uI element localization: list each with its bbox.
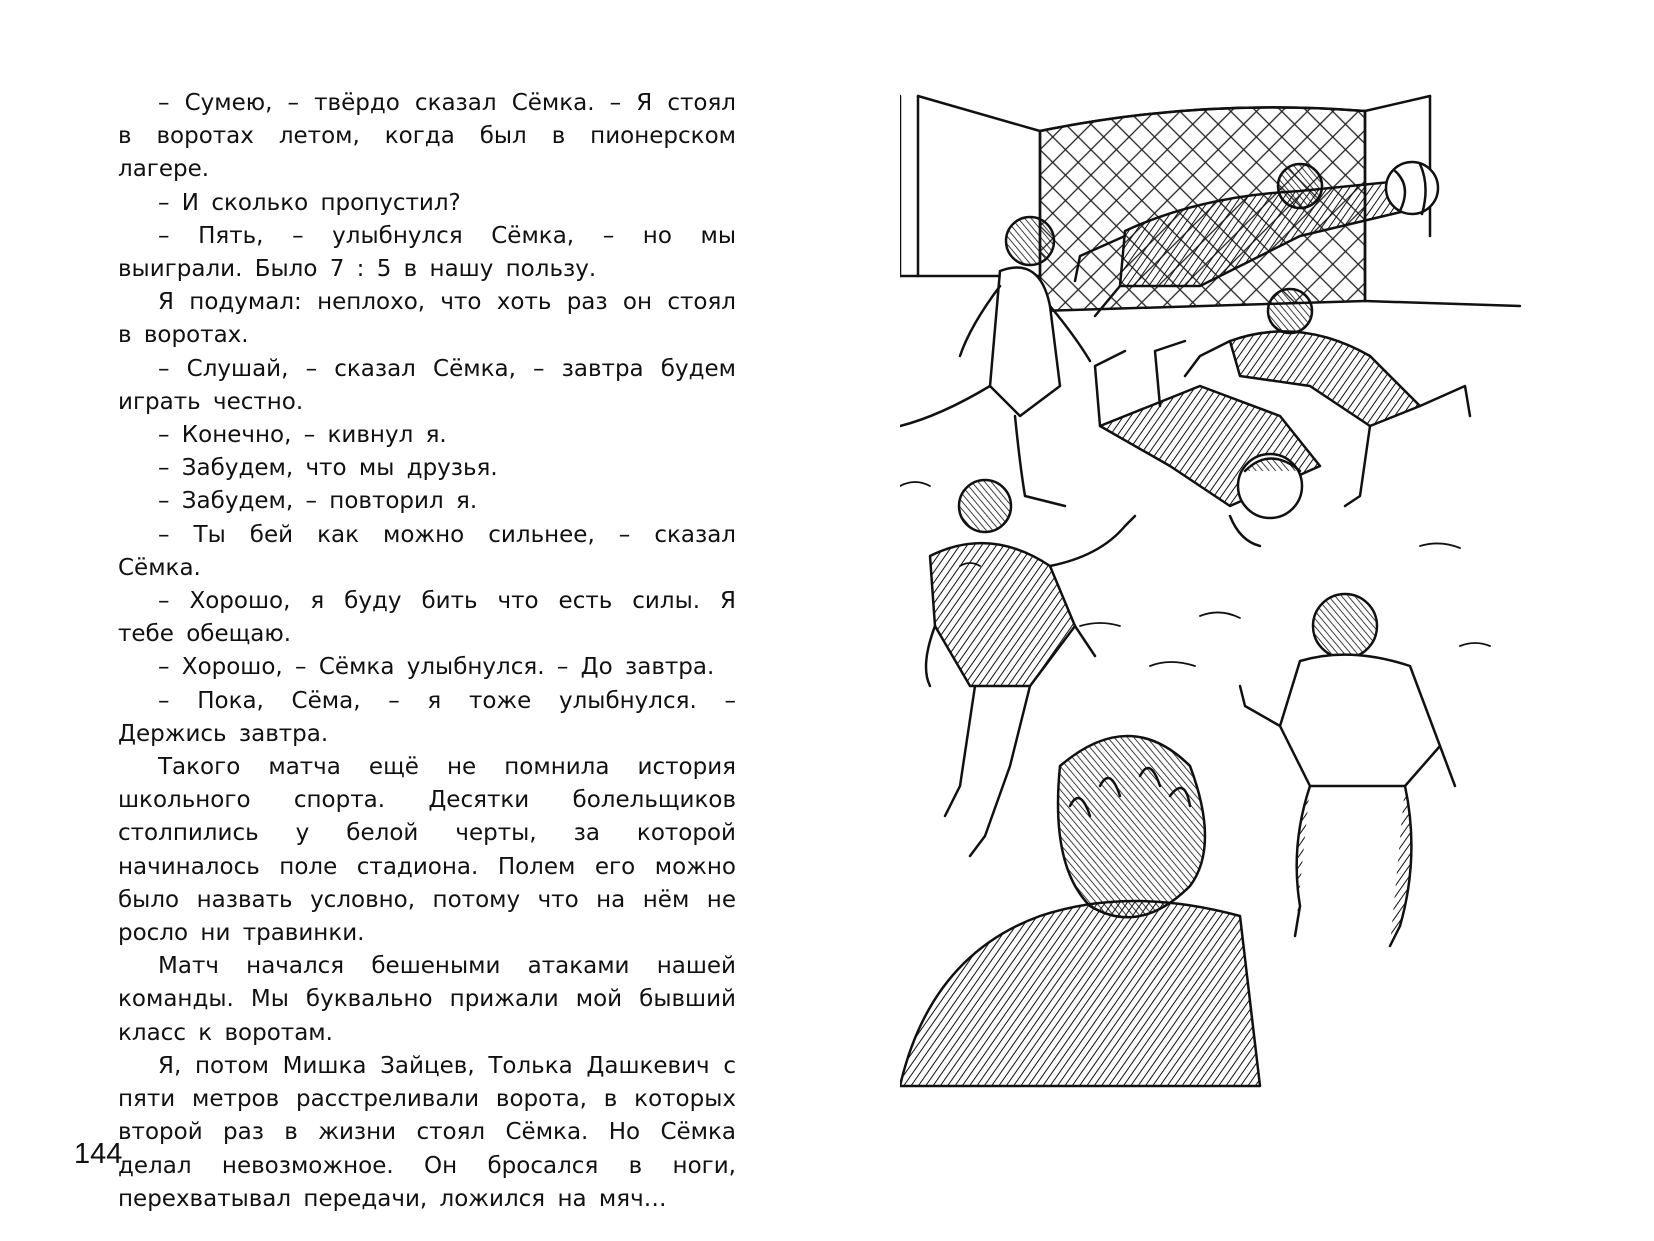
paragraph: Такого матча ещё не помнила история школьного спорта. Десятки болельщиков столпились у белой черты, за которой начиналось поле стадиона. Полем его можно было назвать условно, потому что на нём не росло ни травинки. (118, 754, 736, 947)
paragraph: Я подумал: неплохо, что хоть раз он стоял в воротах. (118, 289, 736, 349)
paragraph: – Ты бей как можно сильнее, – сказал Сёмка. (118, 521, 736, 581)
book-text (118, 87, 736, 1216)
paragraph: – Сумею, – твёрдо сказал Сёмка. – Я стоял в воротах летом, когда был в пионерском лагере. (118, 90, 736, 183)
player-running-back-figure (1240, 594, 1455, 946)
page-number: 144 (74, 1138, 123, 1170)
spectator-head-figure (900, 736, 1260, 1086)
paragraph: Матч начался бешеными атаками нашей команды. Мы буквально прижали мой бывший класс к воротам. (118, 953, 736, 1046)
paragraph: – Забудем, что мы друзья. (158, 455, 498, 482)
paragraph: – Слушай, – сказал Сёмка, – завтра будем играть честно. (118, 355, 736, 415)
paragraph: – Пять, – улыбнулся Сёмка, – но мы выиграли. Было 7 : 5 в нашу пользу. (118, 222, 736, 283)
paragraph: – Пока, Сёма, – я тоже улыбнулся. – Держись завтра. (118, 687, 736, 747)
illustration-svg (900, 86, 1560, 1126)
paragraph: Я, потом Мишка Зайцев, Толька Дашкевич с пяти метров расстреливали ворота, в которых второй раз в жизни стоял Сёмка. Но Сёмка делал невозможное. Он бросался в ноги, перехватывал передачи, ложился на мяч… (118, 1052, 736, 1212)
football-sketch-illustration (900, 86, 1560, 1126)
paragraph: – Конечно, – кивнул я. (158, 422, 447, 449)
paragraph: – Забудем, – повторил я. (158, 488, 478, 515)
paragraph: – И сколько пропустил? (158, 189, 461, 216)
paragraph: – Хорошо, – Сёмка улыбнулся. – До завтра. (158, 654, 715, 681)
paragraph: – Хорошо, я буду бить что есть силы. Я тебе обещаю. (118, 588, 736, 648)
